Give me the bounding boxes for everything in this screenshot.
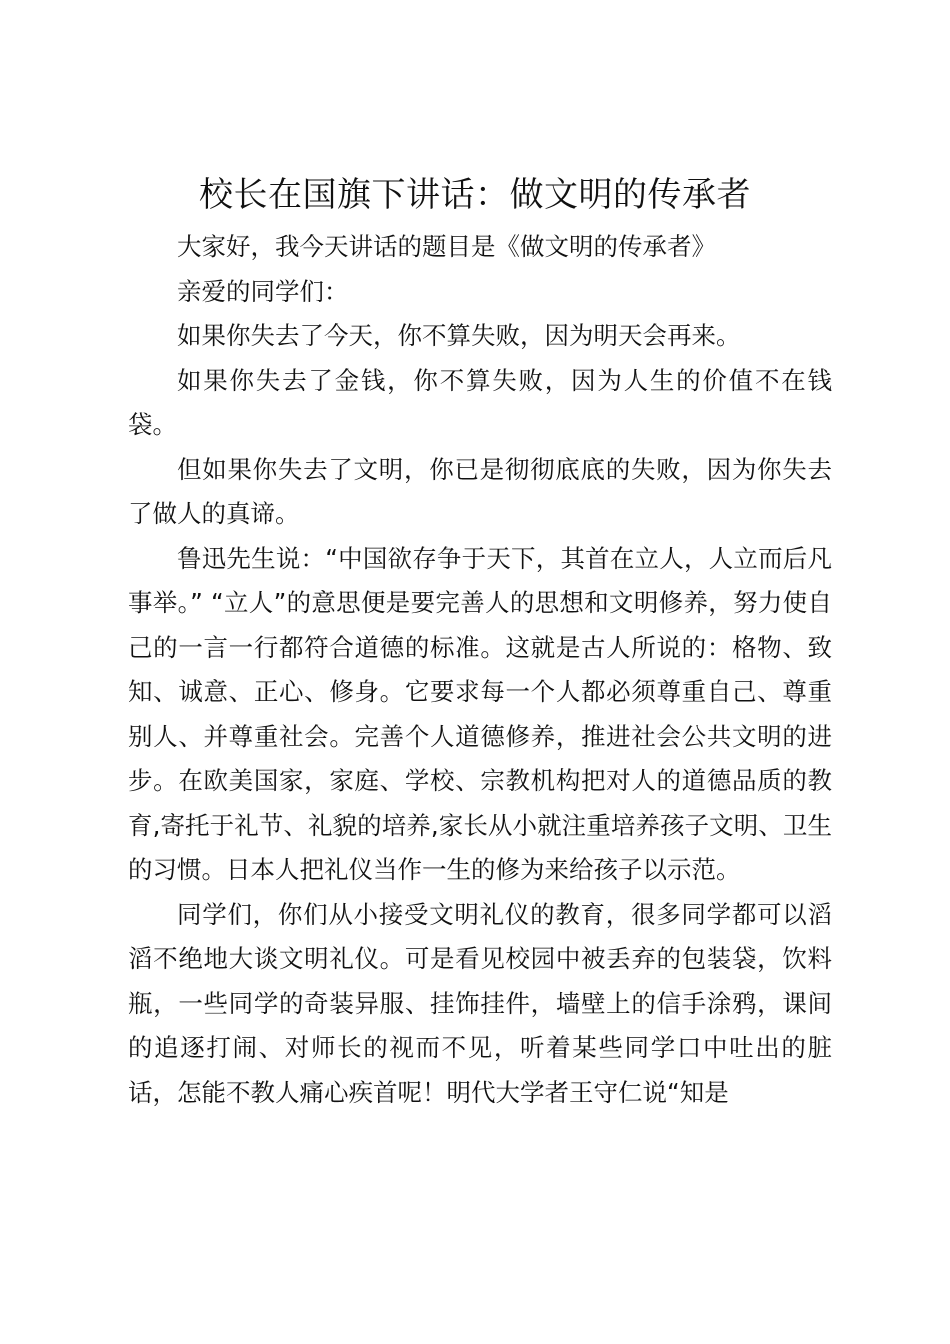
paragraph-students: 同学们，你们从小接受文明礼仪的教育，很多同学都可以滔滔不绝地大谈文明礼仪。可是看见校园中被丢弃的包装袋，饮料瓶，一些同学的奇装异服、挂饰挂件，墙壁上的信手涂鸦，课间的追逐打闹、对师长的视而不见，听着某些同学口中吐出的脏话，怎能不教人痛心疾首呢！明代大学者王守仁说“知是 [128,899,832,1107]
paragraph-luxun: 鲁迅先生说：“中国欲存争于天下，其首在立人，人立而后凡事举。” “立人”的意思便是要完善人的思想和文明修养，努力使自己的一言一行都符合道德的标准。这就是古人所说的：格物、致知、诚意、正心、修身。它要求每一个人都必须尊重自己、尊重别人、并尊重社会。完善个人道德修养，推进社会公共文明的进步。在欧美国家，家庭、学校、宗教机构把对人的道德品质的教育,寄托于礼节、礼貌的培养,家长从小就注重培养孩子文明、卫生的习惯。日本人把礼仪当作一生的修为来给孩子以示范。 [128,543,832,884]
paragraph-salutation: 亲爱的同学们： [177,276,349,306]
paragraph-greeting: 大家好，我今天讲话的题目是《做文明的传承者》 [177,232,716,261]
paragraph-today: 如果你失去了今天，你不算失败，因为明天会再来。 [177,321,741,350]
paragraph-money: 如果你失去了金钱，你不算失败，因为人生的价值不在钱袋。 [128,365,832,439]
document-body [128,225,832,1115]
document-title: 校长在国旗下讲话：做文明的传承者 [199,175,751,215]
paragraph-civilization: 但如果你失去了文明，你已是彻彻底底的失败，因为你失去了做人的真谛。 [128,454,832,528]
